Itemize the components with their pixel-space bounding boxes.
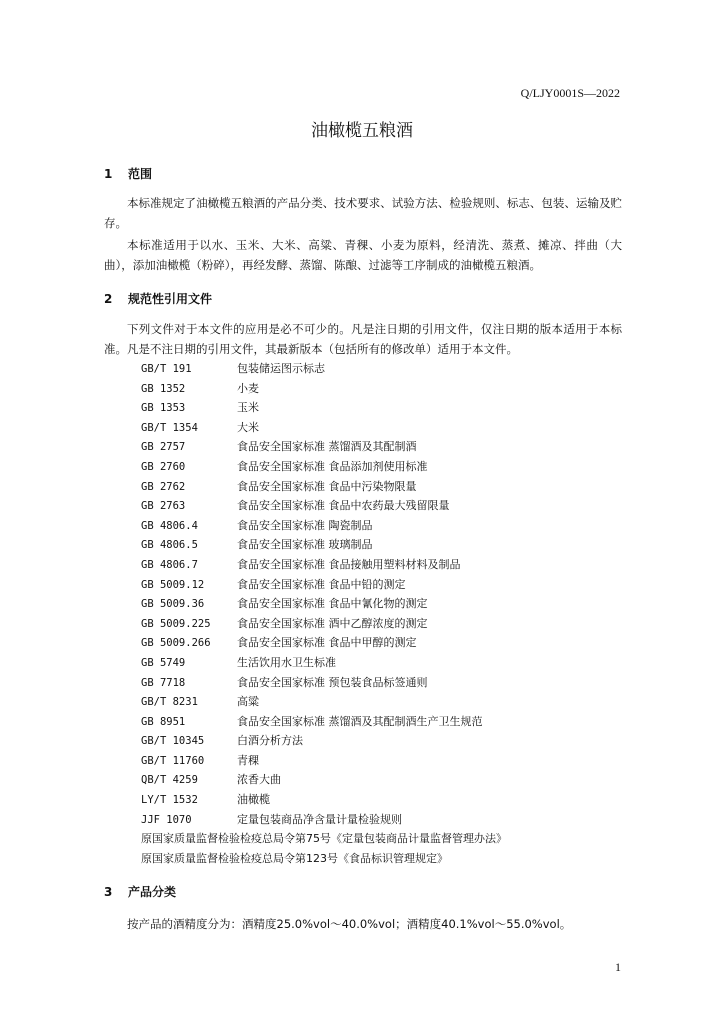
- reference-code: GB 4806.7: [141, 558, 198, 571]
- section-heading: [104, 290, 212, 307]
- reference-name: 小麦: [237, 381, 259, 395]
- reference-name: 包装储运图示标志: [237, 362, 325, 375]
- reference-item: [141, 654, 507, 674]
- reference-code: GB 2763: [141, 500, 186, 513]
- document-code: Q/LJY0001S—2022: [520, 86, 620, 100]
- reference-name: 食品安全国家标准 蒸馏酒及其配制酒生产卫生规范: [237, 714, 483, 728]
- reference-item: [141, 556, 507, 576]
- reference-code: GB/T 191: [141, 363, 192, 375]
- reference-name: 食品安全国家标准 食品中污染物限量: [237, 479, 417, 493]
- reference-name: 食品安全国家标准 食品中铅的测定: [237, 577, 406, 591]
- reference-item: [141, 360, 507, 380]
- section-number: 2: [104, 292, 113, 306]
- reference-name: 玉米: [237, 401, 259, 415]
- document-title: 油橄榄五粮酒: [311, 121, 413, 141]
- reference-item: [141, 497, 507, 517]
- reference-item: [141, 634, 507, 654]
- reference-code: GB/T 11760: [141, 754, 205, 767]
- reference-item: [141, 615, 507, 635]
- section-heading: [104, 883, 176, 900]
- reference-name: 食品安全国家标准 食品接触用塑料材料及制品: [237, 557, 461, 571]
- section-title: 规范性引用文件: [128, 292, 213, 306]
- reference-item: [141, 791, 507, 811]
- reference-name: 白酒分析方法: [237, 734, 303, 748]
- reference-name: 食品安全国家标准 食品中氰化物的测定: [237, 597, 428, 611]
- reference-item: [141, 438, 507, 458]
- reference-name: 青稞: [237, 753, 259, 767]
- reference-code: LY/T 1532: [141, 794, 198, 807]
- reference-item: [141, 576, 507, 596]
- reference-item: [141, 595, 507, 615]
- paragraph: 下列文件对于本文件的应用是必不可少的。凡是注日期的引用文件，仅注日期的版本适用于本标准。凡是不注日期的引用文件，其最新版本（包括所有的修改单）适用于本文件。: [104, 322, 622, 356]
- reference-code: GB/T 10345: [141, 735, 205, 748]
- reference-code: GB 5009.225: [141, 617, 211, 630]
- reference-item: [141, 752, 507, 772]
- reference-code: GB 7718: [141, 676, 186, 689]
- reference-code: GB 5009.266: [141, 637, 211, 650]
- reference-code: GB 5009.12: [141, 578, 205, 591]
- paragraph: 按产品的酒精度分为：酒精度25.0%vol～40.0%vol；酒精度40.1%vol～55.0%vol。: [127, 917, 572, 931]
- reference-name: 食品安全国家标准 酒中乙醇浓度的测定: [237, 616, 428, 630]
- reference-name: 高粱: [237, 695, 259, 709]
- reference-name: 浓香大曲: [237, 773, 281, 787]
- reference-code: GB 2760: [141, 460, 186, 473]
- reference-code: GB/T 8231: [141, 696, 198, 709]
- reference-list: [141, 360, 507, 869]
- reference-name: 食品安全国家标准 食品中农药最大残留限量: [237, 499, 450, 513]
- reference-item: [141, 771, 507, 791]
- section-number: 3: [104, 885, 113, 899]
- reference-item: [141, 732, 507, 752]
- reference-item: [141, 419, 507, 439]
- reference-item: [141, 811, 507, 831]
- reference-code: GB 5749: [141, 656, 186, 669]
- reference-code: GB 4806.4: [141, 519, 198, 532]
- reference-name: 食品安全国家标准 陶瓷制品: [237, 518, 373, 532]
- reference-item: [141, 517, 507, 537]
- reference-name: 食品安全国家标准 玻璃制品: [237, 538, 373, 552]
- reference-item: [141, 458, 507, 478]
- reference-code: GB 5009.36: [141, 598, 205, 611]
- reference-name: 食品安全国家标准 食品添加剂使用标准: [237, 459, 428, 473]
- paragraph: 本标准规定了油橄榄五粮酒的产品分类、技术要求、试验方法、检验规则、标志、包装、运输及贮存。: [104, 196, 622, 230]
- reference-code: GB 4806.5: [141, 539, 198, 552]
- page-number: 1: [615, 960, 621, 974]
- reference-name: 大米: [237, 420, 259, 434]
- reference-item: [141, 478, 507, 498]
- reference-code: QB/T 4259: [141, 774, 198, 787]
- section-number: 1: [104, 167, 113, 181]
- reference-name: 油橄榄: [237, 793, 270, 807]
- reference-name: 定量包装商品净含量计量检验规则: [237, 812, 402, 826]
- reference-code: GB/T 1354: [141, 421, 198, 434]
- reference-code: JJF 1070: [141, 813, 192, 826]
- reference-name: 食品安全国家标准 食品中甲醇的测定: [237, 636, 417, 650]
- regulation-item: 原国家质量监督检验检疫总局令第123号《食品标识管理规定》: [141, 851, 448, 865]
- reference-name: 生活饮用水卫生标准: [237, 655, 336, 669]
- section-heading: [104, 165, 152, 182]
- reference-item: [141, 536, 507, 556]
- reference-item: [141, 380, 507, 400]
- reference-code: GB 1353: [141, 402, 186, 415]
- reference-name: 食品安全国家标准 蒸馏酒及其配制酒: [237, 440, 417, 454]
- section-title: 范围: [128, 167, 153, 181]
- reference-item: [141, 674, 507, 694]
- reference-code: GB 8951: [141, 715, 186, 728]
- section-title: 产品分类: [128, 885, 177, 899]
- paragraph: 本标准适用于以水、玉米、大米、高粱、青稞、小麦为原料，经清洗、蒸煮、摊凉、拌曲（大曲），添加油橄榄（粉碎），再经发酵、蒸馏、陈酿、过滤等工序制成的油橄榄五粮酒。: [104, 238, 622, 272]
- regulation-item: 原国家质量监督检验检疫总局令第75号《定量包装商品计量监督管理办法》: [141, 832, 507, 846]
- reference-item: [141, 399, 507, 419]
- reference-item: [141, 693, 507, 713]
- reference-code: GB 1352: [141, 382, 186, 395]
- reference-item: [141, 713, 507, 733]
- reference-code: GB 2762: [141, 480, 186, 493]
- reference-name: 食品安全国家标准 预包装食品标签通则: [237, 675, 428, 689]
- reference-code: GB 2757: [141, 441, 186, 454]
